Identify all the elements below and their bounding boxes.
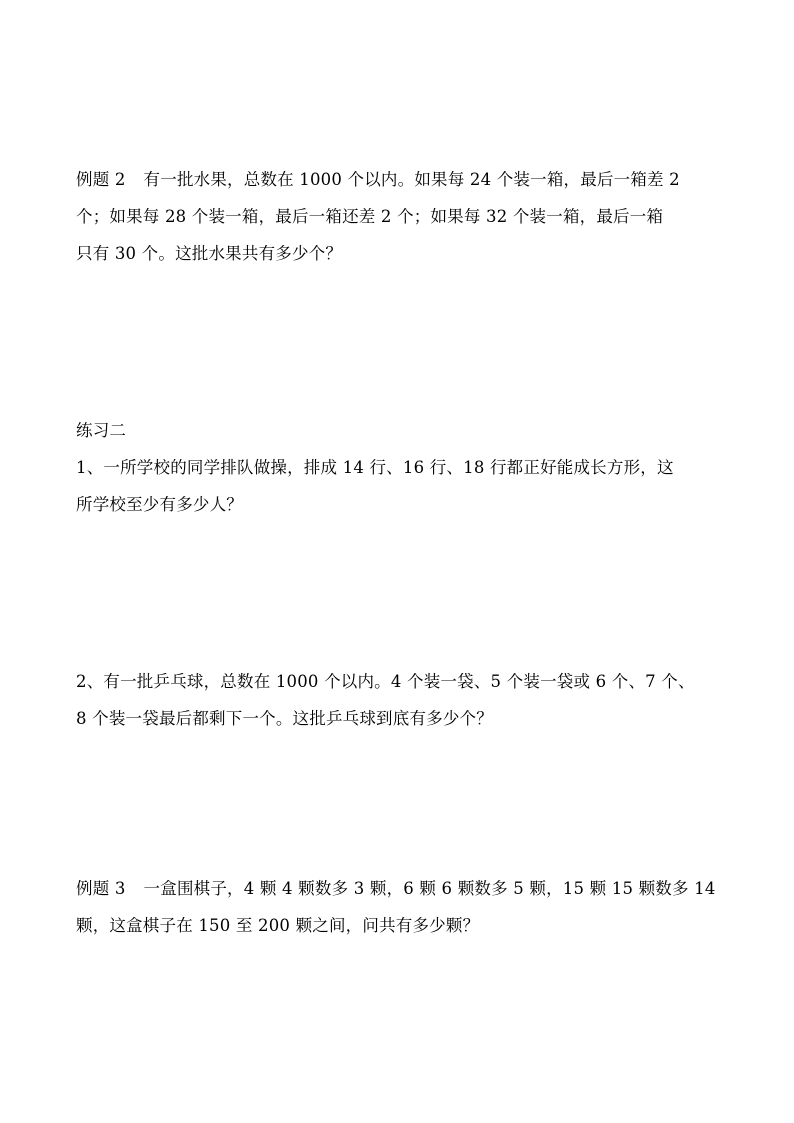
practice-2-section [76,412,722,523]
practice-2-q1-line-2: 所学校至少有多少人？ [76,495,243,514]
example-2-text-line-2: 个；如果每 28 个装一箱，最后一箱还差 2 个；如果每 32 个装一箱，最后一箱 [76,207,664,226]
example-3-section [76,870,722,944]
practice-2-q1-line-1: 1、一所学校的同学排队做操，排成 14 行、16 行、18 行都正好能成长方形，这 [76,458,674,477]
practice-2-q2-line-2: 8 个装一袋最后都剩下一个。这批乒乓球到底有多少个？ [76,709,493,728]
example-3-line-1 [76,870,722,907]
example-2-label: 例题 2 [76,170,126,189]
practice-2-question-2 [76,663,722,737]
example-2-line-1 [76,161,722,198]
practice-2-title: 练习二 [76,421,127,440]
example-2-section [76,161,722,272]
example-3-text-line-1: 一盒围棋子，4 颗 4 颗数多 3 颗，6 颗 6 颗数多 5 颗，15 颗 15 颗数多 14 [143,879,716,898]
example-3-text-line-2: 颗，这盒棋子在 150 至 200 颗之间，问共有多少颗？ [76,916,480,935]
example-2-text-line-3: 只有 30 个。这批水果共有多少个？ [76,244,343,263]
example-3-label: 例题 3 [76,879,126,898]
practice-2-q2-line-1: 2、有一批乒乓球，总数在 1000 个以内。4 个装一袋、5 个装一袋或 6 个、7 个、 [76,672,695,691]
example-2-text-line-1: 有一批水果，总数在 1000 个以内。如果每 24 个装一箱，最后一箱差 2 [143,170,680,189]
